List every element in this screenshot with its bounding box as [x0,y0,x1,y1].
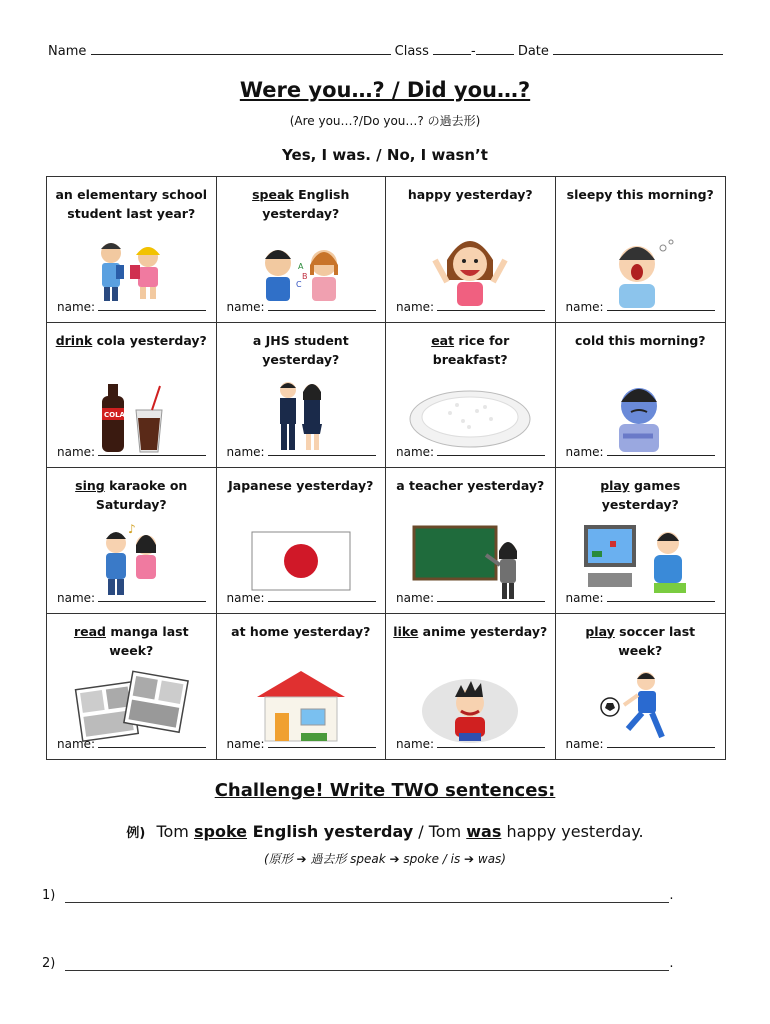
example-sentence: 例) Tom spoke English yesterday / Tom was happy yesterday. [126,822,644,841]
question-card [47,614,217,760]
question-card [47,468,217,614]
question-text: a JHS student yesterday? [252,332,349,367]
name-answer-field[interactable]: name: [227,300,378,314]
name-answer-field[interactable]: name: [227,591,378,605]
question-text: happy yesterday? [407,187,533,202]
question-text: cold this morning? [574,332,706,348]
name-answer-field[interactable]: name: [396,300,547,314]
question-text: an elementary school student last year? [55,187,208,221]
name-answer-field[interactable]: name: [566,300,718,314]
name-field[interactable] [91,44,391,55]
question-card [47,323,217,469]
question-text: read manga last week? [73,623,189,658]
name-answer-field[interactable]: name: [566,737,718,751]
name-answer-field[interactable]: name: [57,737,208,751]
question-text: a teacher yesterday? [396,478,545,493]
class-number-field[interactable] [476,44,514,55]
name-answer-field[interactable]: name: [396,445,547,459]
class-separator: - [470,44,476,59]
question-card [47,177,217,323]
question-card [217,177,387,323]
name-answer-field[interactable]: name: [566,591,718,605]
question-grid [46,176,726,760]
question-card [556,468,726,614]
question-card [556,614,726,760]
name-answer-field[interactable]: name: [57,591,208,605]
question-card [556,177,726,323]
class-field[interactable] [433,44,471,55]
question-text: sleepy this morning? [566,187,714,202]
question-card [386,614,556,760]
name-answer-field[interactable]: name: [566,445,718,459]
question-card [556,323,726,469]
question-text: play soccer last week? [585,623,696,658]
worksheet-title: Were you…? / Did you…? [239,78,531,102]
question-text: speak English yesterday? [252,187,350,221]
name-answer-field[interactable]: name: [57,445,208,459]
svg-text:A: A [297,262,304,271]
question-text: sing karaoke on Saturday? [75,478,188,512]
name-answer-field[interactable]: name: [396,737,547,751]
svg-text:♪: ♪ [128,522,136,536]
answer-line-2[interactable]: 2) . [42,956,674,971]
date-label: Date [517,44,549,59]
question-card [217,614,387,760]
student-info-header [48,44,728,59]
class-label: Class [394,44,429,59]
challenge-heading: Challenge! Write TWO sentences: [214,780,556,801]
question-text: play games yesterday? [600,478,681,512]
name-answer-field[interactable]: name: [396,591,547,605]
question-text: like anime yesterday? [393,623,548,639]
answer-phrase: Yes, I was. / No, I wasn’t [282,146,488,164]
name-answer-field[interactable]: name: [227,737,378,751]
name-answer-field[interactable]: name: [227,445,378,459]
question-text: Japanese yesterday? [228,478,374,493]
question-text: at home yesterday? [231,623,371,639]
question-card [217,468,387,614]
question-card [386,323,556,469]
answer-line-1[interactable]: 1) . [42,888,674,903]
name-label: Name [48,44,87,59]
example-label: 例) [126,826,146,841]
question-text: drink cola yesterday? [55,332,207,348]
svg-text:C: C [295,280,302,289]
question-text: eat rice for breakfast? [431,332,510,367]
svg-text:COLA: COLA [104,410,126,419]
question-card [386,177,556,323]
question-card [386,468,556,614]
conjugation-note: (原形 ➔ 過去形 speak ➔ spoke / is ➔ was) [263,852,506,866]
worksheet-subtitle: (Are you…?/Do you…? の過去形) [289,114,481,128]
name-answer-field[interactable]: name: [57,300,208,314]
question-card [217,323,387,469]
date-field[interactable] [553,44,723,55]
svg-text:B: B [301,272,308,281]
